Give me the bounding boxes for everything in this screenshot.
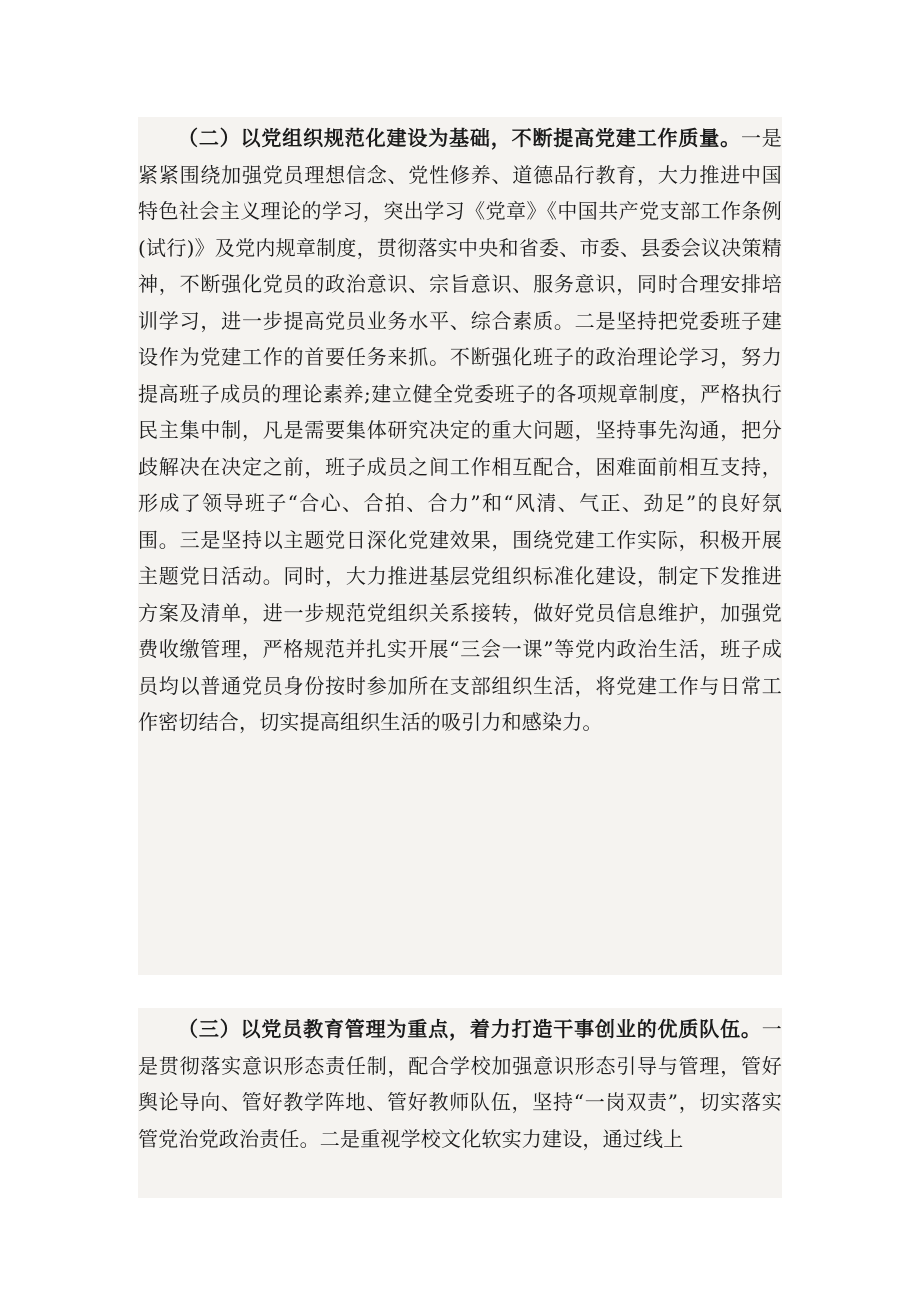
section-three-heading: （三）以党员教育管理为重点，着力打造干事创业的优质队伍。 [178,1017,762,1041]
section-three [138,1008,782,1198]
section-two-paragraph [138,117,782,741]
section-two-heading: （二）以党组织规范化建设为基础，不断提高党建工作质量。 [178,126,741,150]
section-two [138,117,782,975]
section-two-body: 一是紧紧围绕加强党员理想信念、党性修养、道德品行教育，大力推进中国特色社会主义理论的学习，突出学习《党章》《中国共产党支部工作条例(试行)》及党内规章制度，贯彻落实中央和省委、市委、县委会议决策精神，不断强化党员的政治意识、宗旨意识、服务意识，同时合理安排培训学习，进一步提高党员业务水平、综合素质。二是坚持把党委班子建设作为党建工作的首要任务来抓。不断强化班子的政治理论学习，努力提高班子成员的理论素养;建立健全党委班子的各项规章制度，严格执行民主集中制，凡是需要集体研究决定的重大问题，坚持事先沟通，把分歧解决在决定之前，班子成员之间工作相互配合，困难面前相互支持，形成了领导班子“合心、合拍、合力”和“风清、气正、劲足”的良好氛围。三是坚持以主题党日深化党建效果，围绕党建工作实际，积极开展主题党日活动。同时，大力推进基层党组织标准化建设，制定下发推进方案及清单，进一步规范党组织关系接转，做好党员信息维护，加强党费收缴管理，严格规范并扎实开展“三会一课”等党内政治生活，班子成员均以普通党员身份按时参加所在支部组织生活，将党建工作与日常工作密切结合，切实提高组织生活的吸引力和感染力。 [138,126,782,734]
section-three-paragraph [138,1008,782,1157]
section-three-body: 一是贯彻落实意识形态责任制，配合学校加强意识形态引导与管理，管好舆论导向、管好教学阵地、管好教师队伍，坚持“一岗双责”，切实落实管党治党政治责任。二是重视学校文化软实力建设，通过线上 [138,1017,782,1151]
